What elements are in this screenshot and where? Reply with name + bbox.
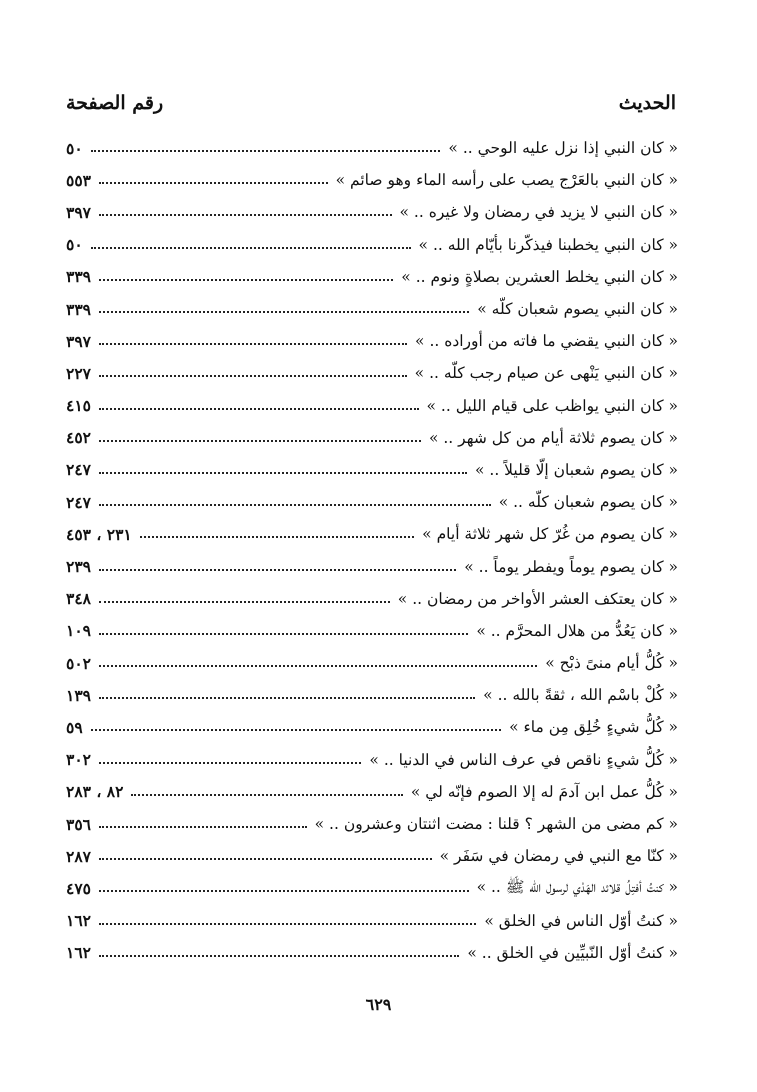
hadith-text: « كان النبي يقضي ما فاته من أوراده .. » [415,332,678,351]
entry-page-number: ١٦٢ [66,943,91,963]
dot-leader [140,536,414,538]
entry-page-number: ٥٥٣ [66,170,91,190]
dot-leader [99,697,475,699]
hadith-text: « كُلُّ شيءٍ خُلِق مِن ماء » [509,718,678,737]
dot-leader [99,472,467,474]
index-entry [66,132,678,164]
dot-leader [99,601,390,603]
entry-page-number: ٣٣٩ [66,267,91,287]
index-entry [66,615,678,647]
entry-page-number: ٣٩٧ [66,331,91,351]
hadith-index-list [66,132,678,969]
hadith-text: « كان يصوم ثلاثة أيام من كل شهر .. » [428,428,678,447]
entry-page-number: ٣٥٦ [66,814,91,834]
index-entry [66,229,678,261]
entry-page-number: ٥٠ [66,138,83,158]
hadith-text: « كنتُ أوّل النّبيِّين في الخلق .. » [467,943,678,962]
entry-page-number: ٢٣٩ [66,557,91,577]
entry-page-number: ٨٢ ، ٢٨٣ [66,782,124,802]
column-header [66,92,676,114]
index-entry [66,261,678,293]
index-entry [66,840,678,872]
index-entry [66,776,678,808]
dot-leader [99,665,537,667]
index-entry [66,905,678,937]
entry-page-number: ٢٣١ ، ٤٥٣ [66,524,132,544]
entry-page-number: ٤١٥ [66,396,91,416]
dot-leader [99,182,328,184]
hadith-text: « كم مضى من الشهر ؟ قلنا : مضت اثنتان وعشرون .. » [314,815,678,834]
entry-page-number: ٥٠ [66,235,83,255]
hadith-text: « كان يصوم شعبان إلّا قليلاً .. » [474,460,678,479]
entry-page-number: ٢٨٧ [66,846,91,866]
index-entry [66,454,678,486]
index-entry [66,518,678,550]
index-entry [66,937,678,969]
hadith-column-heading: الحديث [618,92,676,114]
hadith-text: « كنتُ أوّل الناس في الخلق » [484,911,678,930]
dot-leader [91,150,441,152]
hadith-text: « كُلُّ أيام منىً ذبْح » [545,654,678,673]
entry-page-number: ١٠٩ [66,621,91,641]
entry-page-number: ٣٣٩ [66,299,91,319]
entry-page-number: ٣٩٧ [66,202,91,222]
entry-page-number: ٢٢٧ [66,363,91,383]
hadith-text: « كان يعتكف العشر الأواخر من رمضان .. » [397,589,678,608]
hadith-text: « كان النبي يَنْهى عن صيام رجب كلّه .. » [414,364,678,383]
dot-leader [99,440,421,442]
entry-page-number: ٣٤٨ [66,589,91,609]
index-entry [66,711,678,743]
index-entry [66,808,678,840]
index-entry [66,647,678,679]
dot-leader [131,794,402,796]
index-entry [66,357,678,389]
entry-page-number: ٢٤٧ [66,492,91,512]
hadith-text: « كُلْ باسْم الله ، ثقةً بالله .. » [483,686,678,705]
index-entry [66,293,678,325]
hadith-text: « كان النبي إذا نزل عليه الوحي .. » [448,139,678,158]
dot-leader [99,923,476,925]
index-entry [66,486,678,518]
entry-page-number: ٤٧٥ [66,878,91,898]
dot-leader [99,375,407,377]
dot-leader [99,633,468,635]
dot-leader [99,279,393,281]
hadith-text: « كان النبي يخطبنا فيذكّرنا بأيّام الله .. » [418,235,678,254]
index-entry [66,872,678,904]
dot-leader [99,762,361,764]
entry-page-number: ٢٤٧ [66,460,91,480]
dot-leader [91,729,501,731]
index-entry [66,422,678,454]
dot-leader [99,504,491,506]
hadith-text: « كان النبي يواظب على قيام الليل .. » [426,396,678,415]
hadith-text: « كان النبي يخلط العشرين بصلاةٍ ونوم .. » [401,267,678,286]
hadith-text: « كان يصوم شعبان كلّه .. » [498,493,678,512]
index-entry [66,583,678,615]
hadith-text: « كنّا مع النبي في رمضان في سَفَر » [439,847,678,866]
entry-page-number: ٣٠٢ [66,750,91,770]
hadith-text: « كُلُّ شيءٍ ناقص في عرف الناس في الدنيا .. » [369,750,678,769]
entry-page-number: ١٦٢ [66,911,91,931]
index-entry [66,196,678,228]
page-number-column-heading: رقم الصفحة [66,92,164,114]
hadith-text: « كان النبي يصوم شعبان كلّه » [477,300,678,319]
hadith-text: « كنتُ أفتِلُ قلائد الهَدْي لرسول الله ﷺ .. » [476,877,678,896]
dot-leader [99,569,456,571]
hadith-text: « كان النبي بالعَرْج يصب على رأسه الماء وهو صائم » [335,171,678,190]
dot-leader [99,214,392,216]
page-number: ٦٢٩ [365,995,392,1014]
entry-page-number: ٥٩ [66,717,83,737]
hadith-text: « كان النبي لا يزيد في رمضان ولا غيره .. » [399,203,678,222]
hadith-text: « كان يَعُدُّ من هلال المحرَّم .. » [476,621,678,640]
dot-leader [99,890,469,892]
entry-page-number: ٤٥٢ [66,428,91,448]
dot-leader [99,343,407,345]
hadith-text: « كُلُّ عمل ابن آدمَ له إلا الصوم فإنّه لي » [410,782,678,801]
dot-leader [99,955,459,957]
index-entry [66,164,678,196]
dot-leader [91,247,411,249]
entry-page-number: ١٣٩ [66,685,91,705]
dot-leader [99,408,419,410]
index-entry [66,325,678,357]
index-entry [66,390,678,422]
dot-leader [99,826,307,828]
dot-leader [99,311,469,313]
hadith-text: « كان يصوم من غُرّ كل شهر ثلاثة أيام » [422,525,678,544]
hadith-text: « كان يصوم يوماً ويفطر يوماً .. » [464,557,678,576]
index-entry [66,744,678,776]
dot-leader [99,858,432,860]
index-entry [66,550,678,582]
index-entry [66,679,678,711]
entry-page-number: ٥٠٢ [66,653,91,673]
